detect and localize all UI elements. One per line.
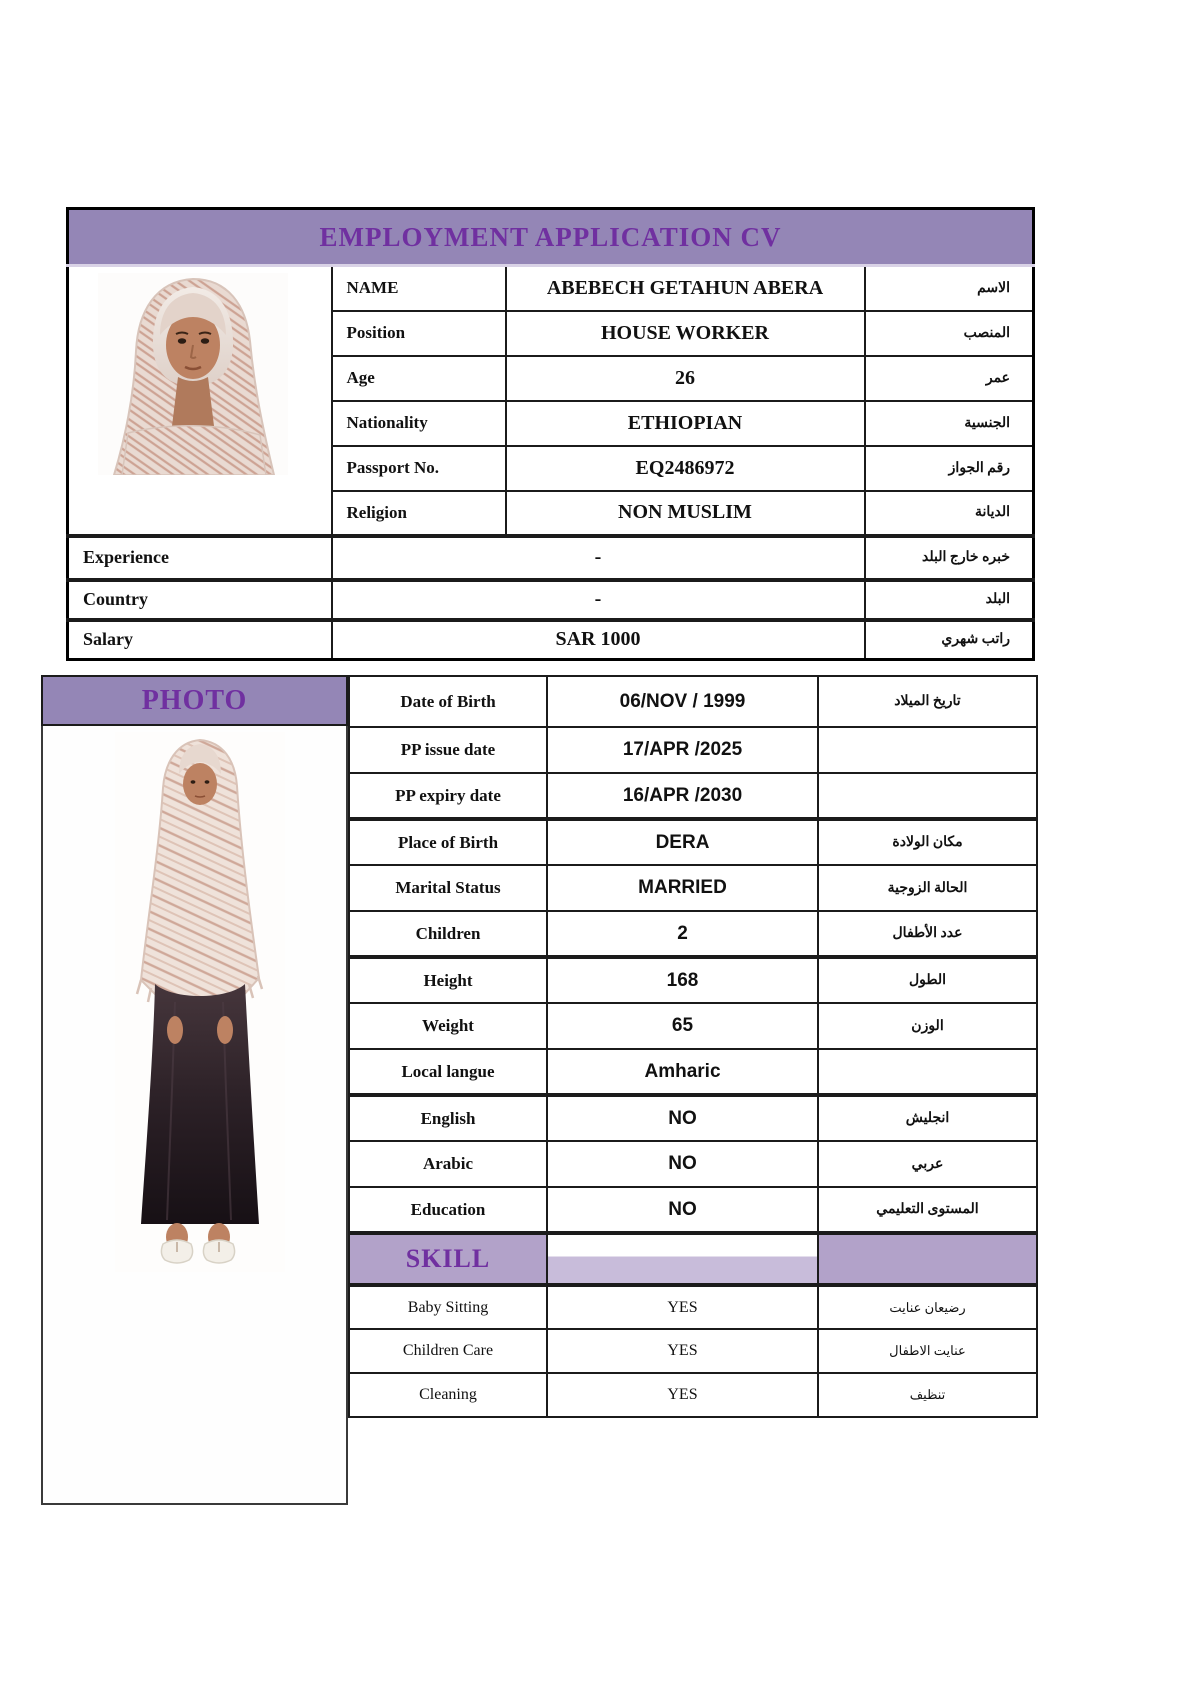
skill-value: YES xyxy=(547,1285,818,1329)
page-title: EMPLOYMENT APPLICATION CV xyxy=(68,209,1034,266)
skill-value: YES xyxy=(547,1373,818,1417)
skill-label: Children Care xyxy=(349,1329,547,1373)
field-label-arabic: انجليش xyxy=(818,1095,1037,1141)
table-row xyxy=(349,773,1037,819)
field-value: DERA xyxy=(547,819,818,865)
field-value: NO xyxy=(547,1095,818,1141)
skill-header-spacer xyxy=(547,1233,818,1285)
table-row xyxy=(68,536,1034,580)
table-row xyxy=(349,911,1037,957)
skill-header-row xyxy=(349,1233,1037,1285)
table-row xyxy=(349,676,1037,727)
field-label: Date of Birth xyxy=(349,676,547,727)
field-label: Marital Status xyxy=(349,865,547,911)
personal-info-table xyxy=(66,207,1035,661)
field-label-arabic: الحالة الزوجية xyxy=(818,865,1037,911)
applicant-full-body-photo xyxy=(115,732,285,1272)
field-value: 06/NOV / 1999 xyxy=(547,676,818,727)
field-label-arabic: خبره خارج البلد xyxy=(865,536,1034,580)
field-label-arabic: المستوى التعليمي xyxy=(818,1187,1037,1233)
field-label-arabic: عمر xyxy=(865,356,1034,401)
field-label: Religion xyxy=(332,491,506,536)
skill-header-spacer-arabic xyxy=(818,1233,1037,1285)
field-label: PP issue date xyxy=(349,727,547,773)
field-label-arabic: المنصب xyxy=(865,311,1034,356)
table-row xyxy=(68,580,1034,620)
table-row xyxy=(349,727,1037,773)
field-label: Local langue xyxy=(349,1049,547,1095)
table-row xyxy=(68,620,1034,660)
field-value: 16/APR /2030 xyxy=(547,773,818,819)
field-value: HOUSE WORKER xyxy=(506,311,865,356)
field-label-arabic: عربي xyxy=(818,1141,1037,1187)
field-label-arabic: البلد xyxy=(865,580,1034,620)
field-label: Nationality xyxy=(332,401,506,446)
field-value: - xyxy=(332,580,865,620)
field-label: Children xyxy=(349,911,547,957)
field-value: 65 xyxy=(547,1003,818,1049)
field-value: NO xyxy=(547,1187,818,1233)
table-row xyxy=(349,1003,1037,1049)
field-label: Place of Birth xyxy=(349,819,547,865)
field-value: MARRIED xyxy=(547,865,818,911)
table-row xyxy=(349,1141,1037,1187)
field-value: Amharic xyxy=(547,1049,818,1095)
skill-section-title: SKILL xyxy=(349,1233,547,1285)
field-value: NO xyxy=(547,1141,818,1187)
full-body-illustration xyxy=(115,732,285,1272)
skill-label: Baby Sitting xyxy=(349,1285,547,1329)
field-value: 168 xyxy=(547,957,818,1003)
portrait-photo-cell xyxy=(68,266,332,536)
field-label: Position xyxy=(332,311,506,356)
field-value: ABEBECH GETAHUN ABERA xyxy=(506,266,865,311)
field-label-arabic xyxy=(818,727,1037,773)
table-row xyxy=(349,819,1037,865)
field-label: Salary xyxy=(68,620,332,660)
applicant-portrait-photo xyxy=(98,273,288,475)
field-value: 26 xyxy=(506,356,865,401)
table-row xyxy=(349,1095,1037,1141)
field-value: - xyxy=(332,536,865,580)
field-value: 17/APR /2025 xyxy=(547,727,818,773)
field-label-arabic: الجنسية xyxy=(865,401,1034,446)
field-label-arabic: تاريخ الميلاد xyxy=(818,676,1037,727)
table-row xyxy=(68,266,1034,311)
field-label: English xyxy=(349,1095,547,1141)
photo-column xyxy=(41,675,348,1505)
field-label: Country xyxy=(68,580,332,620)
field-label: Height xyxy=(349,957,547,1003)
field-label-arabic: الديانة xyxy=(865,491,1034,536)
field-label: Weight xyxy=(349,1003,547,1049)
field-label: Age xyxy=(332,356,506,401)
table-header-row xyxy=(68,209,1034,266)
table-row xyxy=(349,865,1037,911)
portrait-illustration xyxy=(98,273,288,475)
skill-label-arabic: رضيعان عنايت xyxy=(818,1285,1037,1329)
field-label-arabic xyxy=(818,1049,1037,1095)
table-row xyxy=(349,1329,1037,1373)
field-label: Passport No. xyxy=(332,446,506,491)
field-label-arabic: الطول xyxy=(818,957,1037,1003)
table-row xyxy=(349,957,1037,1003)
skill-value: YES xyxy=(547,1329,818,1373)
field-label: Experience xyxy=(68,536,332,580)
field-label: NAME xyxy=(332,266,506,311)
field-value: 2 xyxy=(547,911,818,957)
field-label-arabic: عدد الأطفال xyxy=(818,911,1037,957)
field-value: ETHIOPIAN xyxy=(506,401,865,446)
field-value: SAR 1000 xyxy=(332,620,865,660)
field-label-arabic xyxy=(818,773,1037,819)
field-value: EQ2486972 xyxy=(506,446,865,491)
skill-label: Cleaning xyxy=(349,1373,547,1417)
field-label-arabic: رقم الجواز xyxy=(865,446,1034,491)
skill-label-arabic: تنظيف xyxy=(818,1373,1037,1417)
table-row xyxy=(349,1285,1037,1329)
table-row xyxy=(349,1187,1037,1233)
field-label-arabic: راتب شهري xyxy=(865,620,1034,660)
full-body-photo-cell xyxy=(41,726,348,1505)
field-label-arabic: الوزن xyxy=(818,1003,1037,1049)
field-value: NON MUSLIM xyxy=(506,491,865,536)
table-row xyxy=(349,1373,1037,1417)
field-label: PP expiry date xyxy=(349,773,547,819)
field-label-arabic: الاسم xyxy=(865,266,1034,311)
skill-label-arabic: عنايت الاطفال xyxy=(818,1329,1037,1373)
photo-section-title: PHOTO xyxy=(41,675,348,726)
field-label-arabic: مكان الولادة xyxy=(818,819,1037,865)
field-label: Arabic xyxy=(349,1141,547,1187)
table-row xyxy=(349,1049,1037,1095)
field-label: Education xyxy=(349,1187,547,1233)
details-table xyxy=(348,675,1038,1418)
